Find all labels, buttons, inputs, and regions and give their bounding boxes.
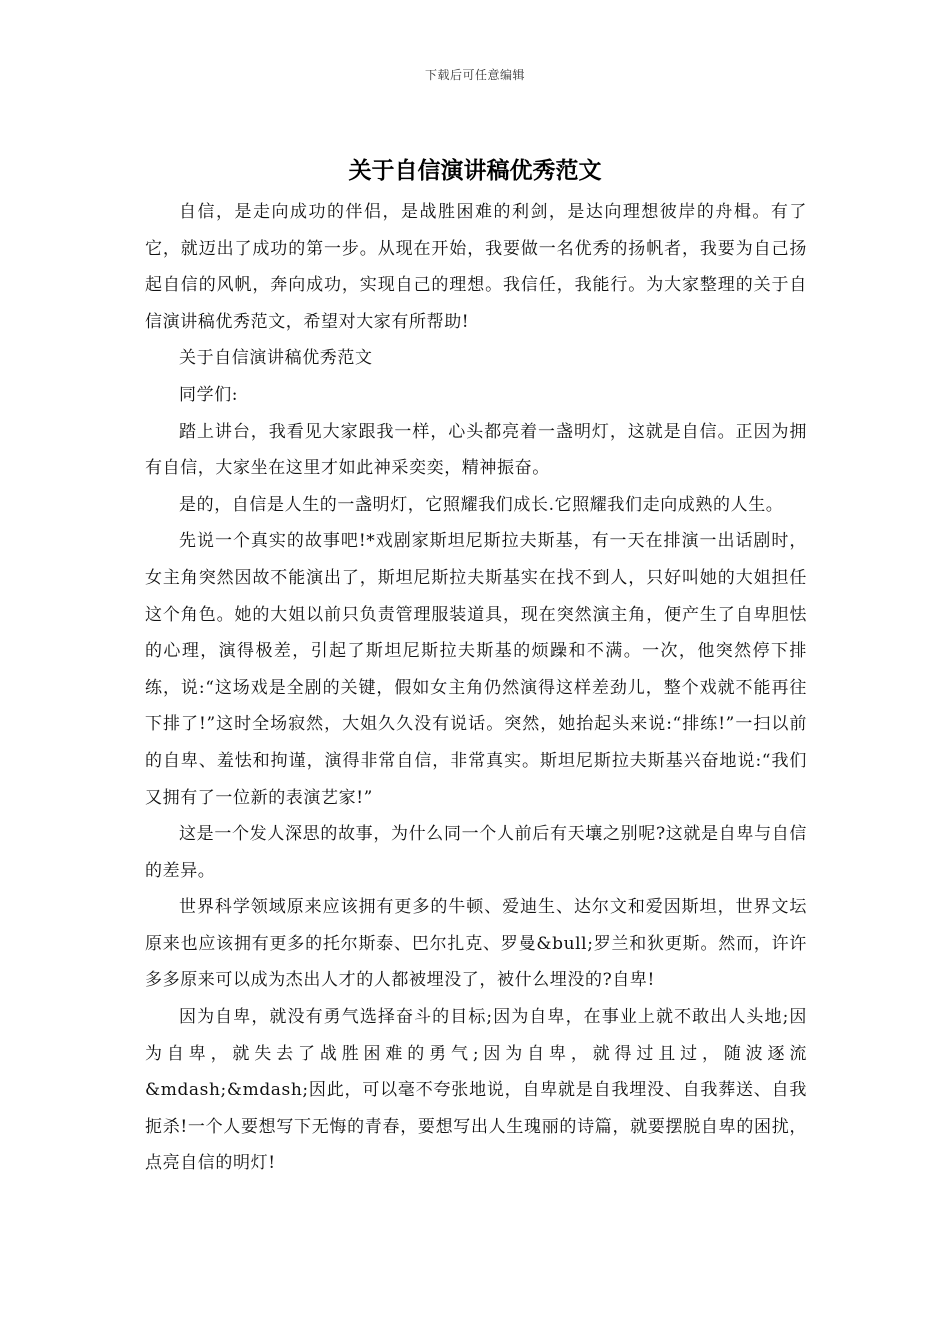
paragraph: 世界科学领域原来应该拥有更多的牛顿、爱迪生、达尔文和爱因斯坦，世界文坛原来也应该拥有更多的托尔斯泰、巴尔扎克、罗曼&bull;罗兰和狄更斯。然而，许许多多原来可以成为杰出人才的人都被埋没了，被什么埋没的?自卑! <box>145 897 807 991</box>
document-title: 关于自信演讲稿优秀范文 <box>348 157 602 184</box>
paragraph: 因为自卑，就没有勇气选择奋斗的目标;因为自卑，在事业上就不敢出人头地;因为自卑，就失去了战胜困难的勇气;因为自卑，就得过且过，随波逐流&mdash;&mdash;因此，可以毫不夸张地说，自卑就是自我埋没、自我葬送、自我扼杀!一个人要想写下无悔的青春，要想写出人生瑰丽的诗篇，就要摆脱自卑的困扰，点亮自信的明灯! <box>145 1007 807 1174</box>
paragraph-subtitle: 关于自信演讲稿优秀范文 <box>179 348 373 369</box>
header-note: 下载后可任意编辑 <box>424 68 525 82</box>
paragraph-intro: 自信，是走向成功的伴侣，是战胜困难的利剑，是达向理想彼岸的舟楫。有了它，就迈出了成功的第一步。从现在开始，我要做一名优秀的扬帆者，我要为自己扬起自信的风帆，奔向成功，实现自己的理想。我信任，我能行。为大家整理的关于自信演讲稿优秀范文，希望对大家有所帮助! <box>145 202 807 332</box>
paragraph: 先说一个真实的故事吧!*戏剧家斯坦尼斯拉夫斯基，有一天在排演一出话剧时，女主角突然因故不能演出了，斯坦尼斯拉夫斯基实在找不到人，只好叫她的大姐担任这个角色。她的大姐以前只负责管理服装道具，现在突然演主角，便产生了自卑胆怯的心理，演得极差，引起了斯坦尼斯拉夫斯基的烦躁和不满。一次，他突然停下排练，说:“这场戏是全剧的关键，假如女主角仍然演得这样差劲儿，整个戏就不能再往下排了!”这时全场寂然，大姐久久没有说话。突然，她抬起头来说:“排练!”一扫以前的自卑、羞怯和拘谨，演得非常自信，非常真实。斯坦尼斯拉夫斯基兴奋地说:“我们又拥有了一位新的表演艺家!” <box>145 531 807 808</box>
paragraph: 踏上讲台，我看见大家跟我一样，心头都亮着一盏明灯，这就是自信。正因为拥有自信，大家坐在这里才如此神采奕奕，精神振奋。 <box>145 421 807 479</box>
paragraph: 是的，自信是人生的一盏明灯，它照耀我们成长.它照耀我们走向成熟的人生。 <box>179 494 784 515</box>
paragraph-salutation: 同学们: <box>179 384 239 405</box>
paragraph: 这是一个发人深思的故事，为什么同一个人前后有天壤之别呢?这就是自卑与自信的差异。 <box>145 824 807 881</box>
document-body <box>145 194 807 1182</box>
